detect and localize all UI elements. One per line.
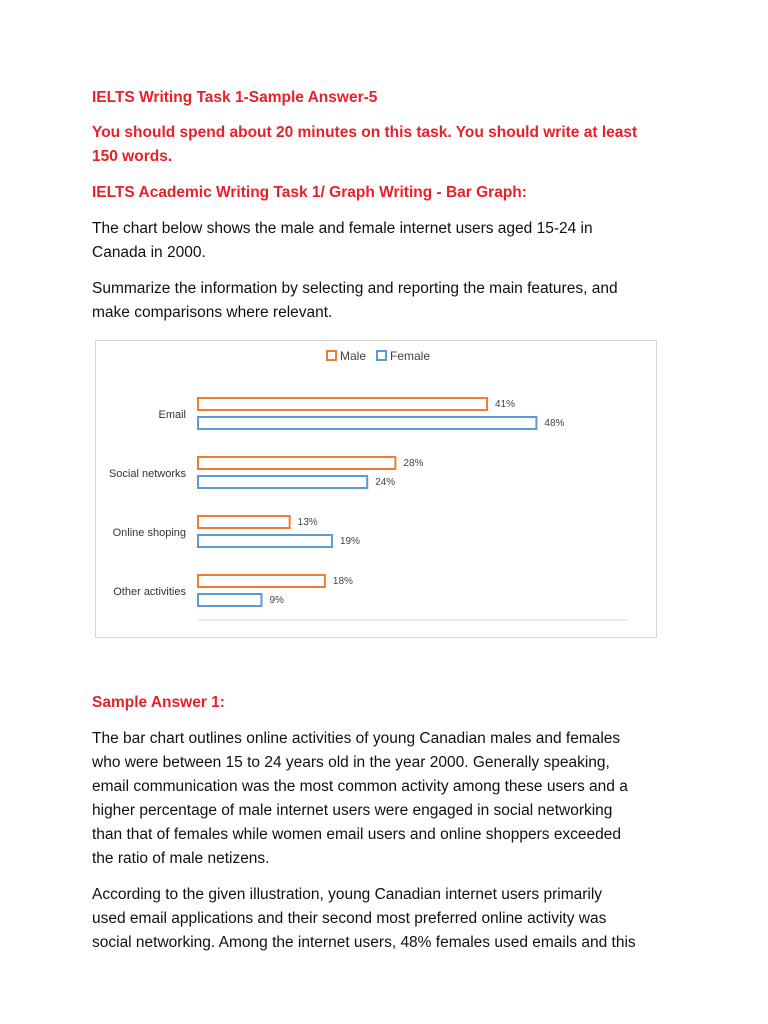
paragraph-1-line-4: higher percentage of male internet users were engaged in social networking bbox=[92, 802, 613, 819]
category-label-2: Online shoping bbox=[112, 527, 186, 539]
data-label-female-3: 9% bbox=[269, 595, 284, 606]
bar-male-0 bbox=[198, 398, 487, 410]
category-label-3: Other activities bbox=[113, 586, 186, 598]
legend-label-male: Male bbox=[340, 349, 367, 363]
paragraph-2-line-2: used email applications and their second most preferred online activity was bbox=[92, 910, 607, 927]
data-label-male-1: 28% bbox=[403, 458, 424, 469]
paragraph-1-line-3: email communication was the most common activity among these users and a bbox=[92, 778, 628, 795]
paragraph-1-line-6: the ratio of male netizens. bbox=[92, 850, 270, 867]
data-label-female-2: 19% bbox=[339, 536, 360, 547]
bar-male-3 bbox=[198, 575, 325, 587]
sample-answer-heading: Sample Answer 1: bbox=[92, 694, 225, 711]
paragraph-2-line-3: social networking. Among the internet users, 48% females used emails and this bbox=[92, 934, 636, 951]
data-label-female-1: 24% bbox=[375, 477, 396, 488]
bar-female-3 bbox=[198, 594, 261, 606]
legend-swatch-female bbox=[377, 351, 386, 360]
paragraph-1-line-5: than that of females while women email users and online shoppers exceeded bbox=[92, 826, 622, 843]
summary-line-2: make comparisons where relevant. bbox=[92, 304, 333, 321]
data-label-male-0: 41% bbox=[495, 399, 516, 410]
task-heading: IELTS Academic Writing Task 1/ Graph Writing - Bar Graph: bbox=[92, 184, 527, 201]
instruction-line-2: 150 words. bbox=[92, 148, 173, 165]
bar-male-2 bbox=[198, 516, 290, 528]
paragraph-1-line-2: who were between 15 to 24 years old in the year 2000. Generally speaking, bbox=[92, 754, 610, 771]
data-label-male-2: 13% bbox=[297, 517, 318, 528]
summary-line-1: Summarize the information by selecting and reporting the main features, and bbox=[92, 280, 618, 297]
category-label-0: Email bbox=[158, 409, 186, 421]
prompt-line-1: The chart below shows the male and female internet users aged 15-24 in bbox=[92, 220, 593, 237]
paragraph-2-line-1: According to the given illustration, young Canadian internet users primarily bbox=[92, 886, 603, 903]
document-heading: IELTS Writing Task 1-Sample Answer-5 bbox=[92, 89, 378, 106]
bar-female-0 bbox=[198, 417, 536, 429]
prompt-line-2: Canada in 2000. bbox=[92, 244, 206, 261]
data-label-female-0: 48% bbox=[544, 418, 565, 429]
bar-female-2 bbox=[198, 535, 332, 547]
bar-male-1 bbox=[198, 457, 395, 469]
data-label-male-3: 18% bbox=[332, 576, 353, 587]
bar-chart bbox=[96, 341, 656, 637]
bar-female-1 bbox=[198, 476, 367, 488]
legend-label-female: Female bbox=[390, 349, 431, 363]
instruction-line-1: You should spend about 20 minutes on this task. You should write at least bbox=[92, 124, 638, 141]
paragraph-1-line-1: The bar chart outlines online activities of young Canadian males and females bbox=[92, 730, 621, 747]
category-label-1: Social networks bbox=[108, 468, 186, 480]
bar-chart-frame bbox=[95, 340, 657, 638]
legend-swatch-male bbox=[327, 351, 336, 360]
